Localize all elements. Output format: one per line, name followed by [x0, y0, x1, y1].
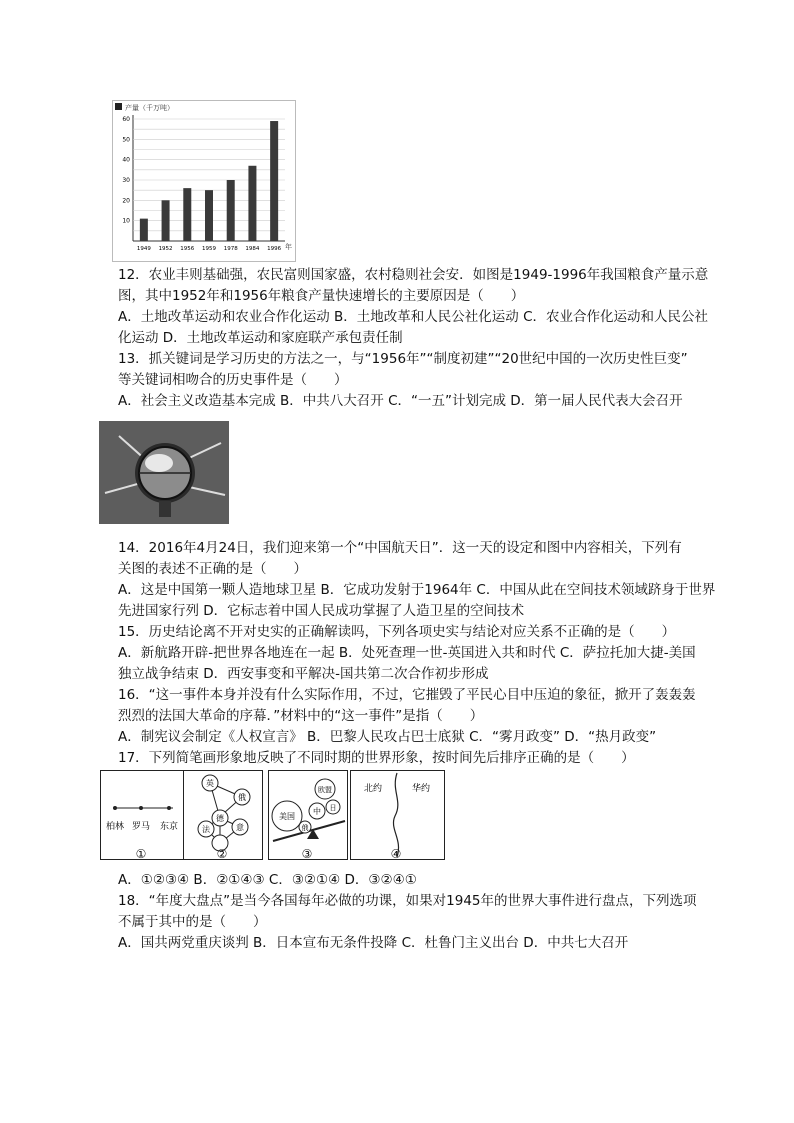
panel2-node-de: 德 — [216, 814, 224, 823]
panel4-label-nato: 北约 — [363, 784, 383, 794]
chart-bar — [270, 121, 278, 241]
panel2-node-e: 俄 — [238, 793, 246, 802]
chart-ytick-label: 60 — [122, 116, 130, 123]
q18-line2: 不属于其中的是（ ） — [118, 914, 267, 930]
q16-line2: 烈烈的法国大革命的序幕．”材料中的“这一事件”是指（ ） — [118, 708, 484, 724]
chart-bar — [248, 166, 256, 241]
grain-output-chart — [112, 100, 296, 262]
q15-line1: 15．历史结论离不开对史实的正确解读吗，下列各项史实与结论对应关系不正确的是（ ） — [118, 624, 676, 640]
q12-options-line1: A．土地改革运动和农业合作化运动 B．土地改革和人民公社化运动 C．农业合作化运动和人民公社 — [118, 309, 709, 325]
chart-ytick-label: 40 — [122, 156, 130, 164]
q15-options-line1: A．新航路开辟-把世界各地连在一起 B．处死查理一世-英国进入共和时代 C．萨拉托加大捷-美国 — [118, 645, 696, 661]
q15-options-line2: 独立战争结束 D．西安事变和平解决-国共第二次合作初步形成 — [118, 666, 489, 682]
q18-line1: 18．“年度大盘点”是当今各国每年必做的功课，如果对1945年的世界大事件进行盘点，下列选项 — [118, 893, 697, 909]
panel2-node-ying: 英 — [206, 779, 214, 788]
q16-line1: 16．“这一事件本身并没有什么实际作用，不过，它摧毁了平民心目中压迫的象征，掀开了轰轰轰 — [118, 687, 696, 703]
q16-options: A．制宪议会制定《人权宣言》 B．巴黎人民攻占巴士底狱 C．“雾月政变” D．“热月政变” — [118, 729, 657, 745]
q18-options: A．国共两党重庆谈判 B．日本宣布无条件投降 C．杜鲁门主义出台 D．中共七大召开 — [118, 935, 629, 951]
chart-bar — [205, 190, 213, 241]
panel3-node-japan: 日 — [329, 804, 337, 812]
panel3-node-china: 中 — [313, 807, 321, 816]
chart-xtick-label: 1978 — [223, 246, 238, 252]
chart-ytick-label: 10 — [122, 217, 130, 225]
panel4-label-warsaw: 华约 — [411, 784, 431, 794]
ylabel-marker — [115, 103, 122, 110]
chart-xtick-label: 1949 — [136, 246, 151, 252]
panel3-node-eu: 欧盟 — [318, 786, 332, 794]
q13-options: A．社会主义改造基本完成 B．中共八大召开 C．“一五”计划完成 D．第一届人民代表大会召开 — [118, 393, 683, 409]
chart-xtick-label: 1956 — [180, 246, 195, 252]
chart-bar — [183, 188, 191, 241]
panel2-node-yi: 意 — [236, 823, 244, 832]
panel3-node-russia: 俄 — [301, 824, 309, 832]
panel2-number: ② — [216, 847, 228, 861]
chart-xtick-label: 1996 — [267, 246, 282, 252]
chart-bar — [162, 200, 170, 241]
panel1-label-rome: 罗马 — [131, 822, 151, 832]
panel1-number: ① — [135, 847, 147, 861]
panel3-number: ③ — [301, 847, 313, 861]
q12-line1: 12．农业丰则基础强，农民富则国家盛，农村稳则社会安．如图是1949-1996年我国粮食产量示意 — [118, 267, 709, 283]
satellite-photo — [99, 421, 229, 524]
panel4-number: ④ — [390, 847, 402, 861]
q14-options-line2: 先进国家行列 D．它标志着中国人民成功掌握了人造卫星的空间技术 — [118, 603, 525, 619]
chart-xtick-label: 1959 — [202, 246, 216, 252]
q14-options-line1: A．这是中国第一颗人造地球卫星 B．它成功发射于1964年 C．中国从此在空间技术领域跻身于世界 — [118, 582, 716, 598]
q14-line1: 14．2016年4月24日，我们迎来第一个“中国航天日”．这一天的设定和图中内容相关，下列有 — [118, 540, 682, 556]
chart-bar — [140, 219, 148, 241]
chart-bar — [227, 180, 235, 241]
q14-line2: 关图的表述不正确的是（ ） — [118, 561, 307, 577]
q13-line1: 13．抓关键词是学习历史的方法之一，与“1956年”“制度初建”“20世纪中国的一次历史性巨变” — [118, 351, 688, 367]
chart-xtick-label: 1984 — [245, 246, 260, 252]
panel3-node-usa: 美国 — [279, 812, 295, 821]
q12-options-line2: 化运动 D．土地改革运动和家庭联产承包责任制 — [118, 330, 403, 346]
q13-line2: 等关键词相吻合的历史事件是（ ） — [118, 372, 348, 388]
q17-line1: 17．下列简笔画形象地反映了不同时期的世界形象，按时间先后排序正确的是（ ） — [118, 750, 635, 766]
panel1-label-tokyo: 东京 — [159, 822, 179, 832]
chart-ytick-label: 20 — [122, 197, 130, 205]
chart-ylabel: 产量（千万吨） — [125, 104, 174, 112]
chart-xtick-label: 1952 — [158, 246, 173, 252]
q17-options: A．①②③④ B．②①④③ C．③②①④ D．③②④① — [118, 872, 417, 888]
chart-ytick-label: 50 — [122, 136, 130, 144]
chart-ytick-label: 30 — [122, 177, 130, 184]
q12-line2: 图，其中1952年和1956年粮食产量快速增长的主要原因是（ ） — [118, 288, 525, 304]
panel2-node-fa: 法 — [202, 825, 210, 834]
chart-xaxis-end-label: 年 — [285, 243, 292, 251]
panel1-label-berlin: 柏林 — [105, 822, 125, 832]
